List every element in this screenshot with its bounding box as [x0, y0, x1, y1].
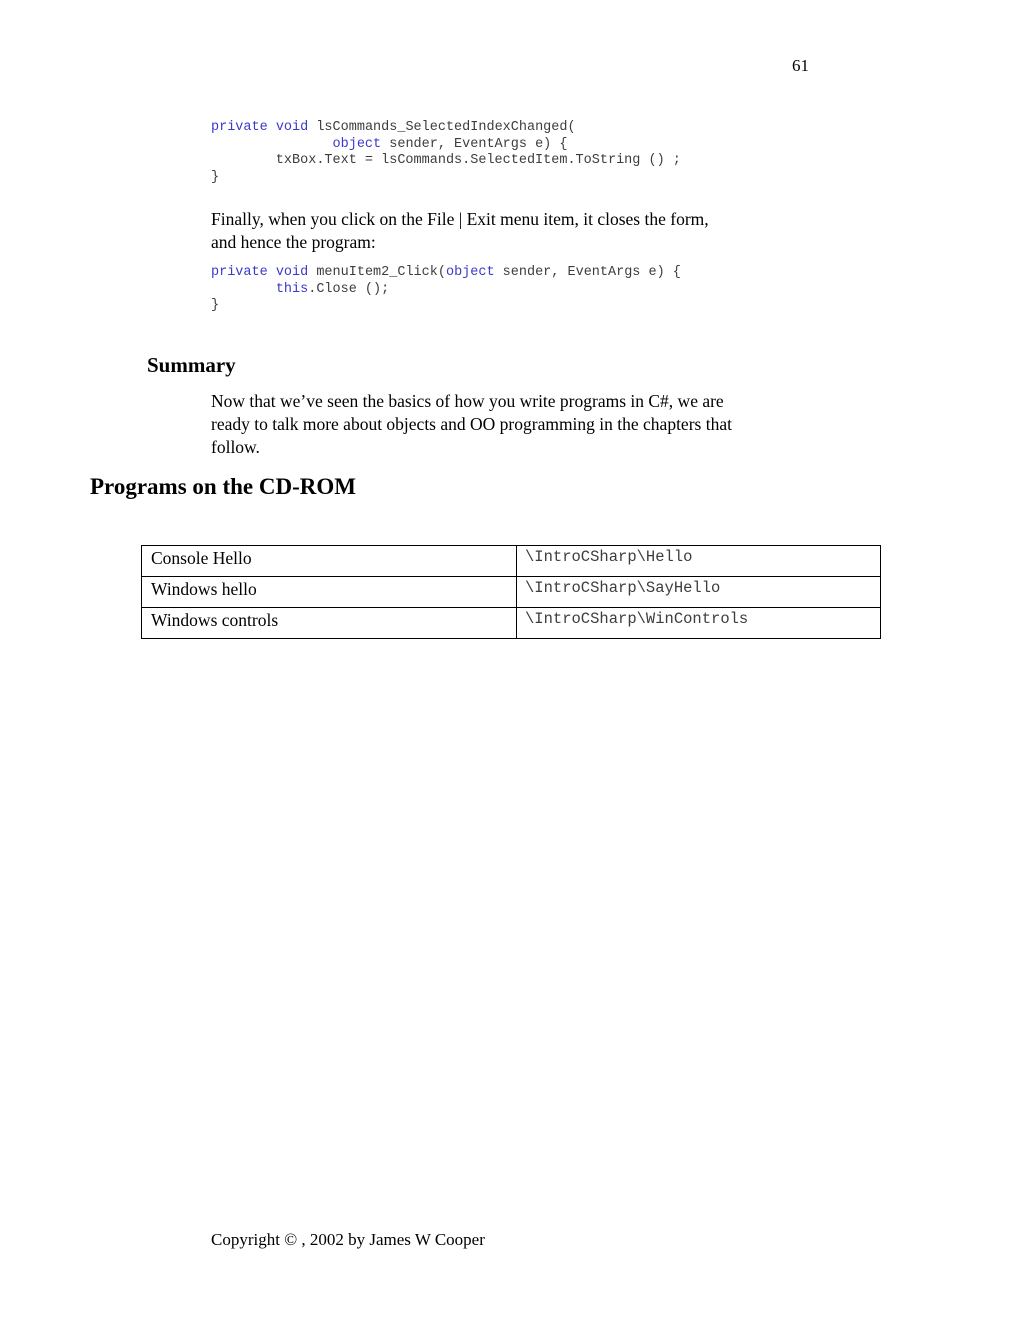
code-text: lsCommands_SelectedIndexChanged(: [308, 120, 576, 135]
cdrom-table: [141, 545, 881, 639]
paragraph-line: ready to talk more about objects and OO programming in the chapters that: [211, 414, 732, 434]
code-block-listbox-handler: [211, 120, 681, 186]
code-line: [211, 282, 681, 299]
code-keyword: private: [211, 265, 268, 280]
code-text: sender, EventArgs e) {: [381, 136, 568, 152]
code-text: sender, EventArgs e) {: [494, 265, 681, 280]
code-text: }: [211, 298, 220, 313]
paragraph-line: Finally, when you click on the File | Exit menu item, it closes the form,: [211, 209, 709, 229]
code-line: [211, 298, 681, 315]
table-row: [142, 577, 881, 608]
paragraph-line: follow.: [211, 437, 260, 457]
program-name-cell: Console Hello: [142, 546, 517, 577]
program-path-cell: \IntroCSharp\WinControls: [517, 608, 881, 639]
cdrom-heading: Programs on the CD-ROM: [90, 474, 356, 499]
table-row: [142, 608, 881, 639]
code-block-menuitem-click: [211, 265, 681, 315]
paragraph-line: and hence the program:: [211, 232, 376, 252]
program-path-cell: \IntroCSharp\SayHello: [517, 577, 881, 608]
code-text: .Close ();: [308, 281, 390, 297]
code-line: [211, 153, 681, 170]
code-text: [268, 120, 276, 135]
code-keyword: private: [211, 120, 268, 135]
code-text: [211, 137, 333, 152]
table-row: [142, 546, 881, 577]
code-line: [211, 265, 681, 282]
program-path-cell: \IntroCSharp\Hello: [517, 546, 881, 577]
code-text: menuItem2_Click(: [308, 265, 446, 280]
page-number: 61: [792, 56, 809, 75]
copyright-footer: Copyright © , 2002 by James W Cooper: [211, 1230, 485, 1249]
program-name-cell: Windows controls: [142, 608, 517, 639]
code-keyword: object: [332, 136, 382, 152]
code-keyword: object: [445, 265, 495, 280]
cdrom-table-body: [142, 546, 881, 639]
code-text: [268, 265, 276, 280]
code-line: [211, 170, 681, 187]
code-text: txBox.Text = lsCommands.SelectedItem.ToString () ;: [211, 153, 681, 168]
code-text: [211, 282, 276, 297]
code-keyword: void: [275, 265, 309, 280]
code-line: [211, 137, 681, 154]
code-text: }: [211, 169, 220, 185]
paragraph-line: Now that we’ve seen the basics of how you write programs in C#, we are: [211, 391, 724, 411]
code-line: [211, 120, 681, 137]
code-keyword: this: [275, 281, 309, 297]
code-keyword: void: [275, 120, 309, 135]
program-name-cell: Windows hello: [142, 577, 517, 608]
summary-paragraph: [211, 390, 732, 459]
summary-heading: Summary: [147, 353, 236, 377]
paragraph-finally: [211, 208, 709, 254]
